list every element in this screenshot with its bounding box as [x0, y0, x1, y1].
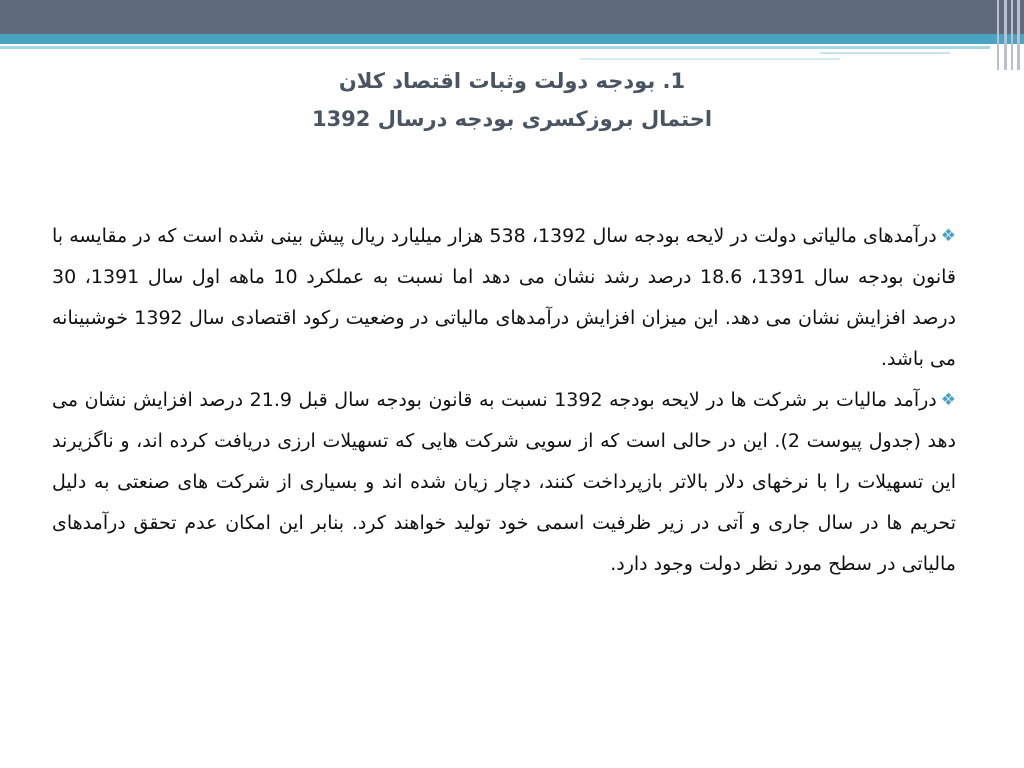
header-accent-line — [0, 46, 990, 49]
header-bar — [0, 0, 1024, 34]
diamond-bullet-icon: ❖ — [940, 226, 957, 246]
header-accent-line-faint — [580, 58, 840, 60]
slide-title — [200, 62, 824, 138]
slide-title-line-1: 1. بودجه دولت وثبات اقتصاد کلان — [338, 69, 686, 93]
diamond-bullet-icon: ❖ — [940, 390, 956, 410]
bullet-paragraph — [52, 380, 956, 585]
header-accent-bar — [0, 34, 1024, 44]
edge-stripes-decoration — [990, 0, 1024, 70]
slide-body — [52, 216, 956, 585]
bullet-paragraph — [52, 216, 956, 380]
slide-title-line-2: احتمال بروزکسری بودجه درسال 1392 — [311, 107, 713, 131]
paragraph-text: درآمدهای مالیاتی دولت در لایحه بودجه سال 1392، 538 هزار میلیارد ریال پیش بینی شده است که در مقایسه با قانون بودجه سال 1391، 18.6 درصد رشد نشان می دهد اما نسبت به عملکرد 10 ماهه اول سال 1391، 30 درصد افزایش نشان می دهد. این میزان افزایش درآمدهای مالیاتی در وضعیت رکود اقتصادی سال 1392 خوشبینانه می باشد. — [52, 225, 957, 370]
paragraph-text: درآمد مالیات بر شرکت ها در لایحه بودجه 1392 نسبت به قانون بودجه سال قبل 21.9 درصد افزایش نشان می دهد (جدول پیوست 2). این در حالی است که از سویی شرکت هایی که تسهیلات ارزی دریافت کرده اند، و ناگزیرند این تسهیلات را با نرخهای دلار بالاتر بازپرداخت کنند، دچار زیان شده اند و بسیاری از شرکت های صنعتی به دلیل تحریم ها در سال جاری و آتی در زیر ظرفیت اسمی خود تولید خواهند کرد. بنابر این امکان عدم تحقق درآمدهای مالیاتی در سطح مورد نظر دولت وجود دارد. — [52, 389, 956, 575]
header-accent-line-short — [820, 52, 950, 54]
